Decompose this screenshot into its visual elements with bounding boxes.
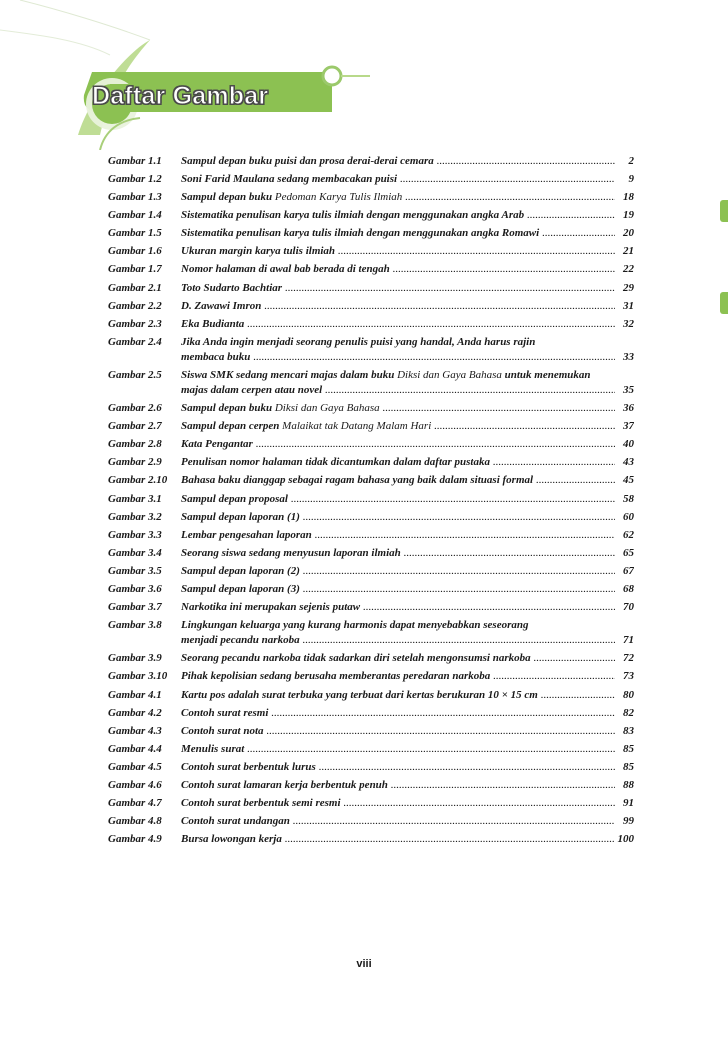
list-item — [108, 688, 634, 703]
page-number: viii — [356, 958, 372, 970]
figure-caption: Sistematika penulisan karya tulis ilmiah dengan menggunakan angka Arab — [181, 209, 525, 221]
leader-dots — [293, 814, 615, 829]
figure-label: Gambar 3.8 — [108, 619, 162, 631]
figure-label: Gambar 3.7 — [108, 601, 162, 613]
figure-caption: Contoh surat berbentuk semi resmi — [181, 797, 341, 809]
figure-caption: Lembar pengesahan laporan — [181, 529, 312, 541]
leader-dots — [405, 190, 615, 205]
figure-caption: Narkotika ini merupakan sejenis putaw — [181, 601, 361, 613]
figure-label: Gambar 3.9 — [108, 652, 162, 664]
list-item — [108, 299, 634, 314]
list-item — [108, 317, 634, 332]
list-item — [108, 742, 634, 757]
figure-label: Gambar 4.2 — [108, 707, 162, 719]
page-ref: 45 — [623, 474, 634, 486]
leader-dots — [338, 244, 615, 259]
list-item — [108, 335, 634, 365]
figure-label: Gambar 2.7 — [108, 420, 162, 432]
figure-caption: Sampul depan laporan (3) — [181, 583, 300, 595]
figure-label: Gambar 4.7 — [108, 797, 162, 809]
leader-dots — [434, 419, 615, 434]
figure-label: Gambar 2.4 — [108, 336, 162, 348]
figure-caption: Bahasa baku dianggap sebagai ragam bahasa yang baik dalam situasi formal — [181, 474, 534, 486]
list-item — [108, 172, 634, 187]
figure-caption: Seorang siswa sedang menyusun laporan ilmiah — [181, 547, 401, 559]
list-item — [108, 419, 634, 434]
list-item — [108, 208, 634, 223]
figure-label: Gambar 4.4 — [108, 743, 162, 755]
figure-caption: Sampul depan buku puisi dan prosa derai-derai cemara — [181, 155, 434, 167]
leader-dots — [285, 832, 615, 847]
page-ref: 80 — [623, 689, 634, 701]
figure-label: Gambar 2.5 — [108, 369, 162, 381]
leader-dots — [541, 688, 615, 703]
figure-label: Gambar 1.1 — [108, 155, 162, 167]
list-item — [108, 796, 634, 811]
leader-dots — [303, 633, 615, 648]
list-item — [108, 651, 634, 666]
list-item — [108, 455, 634, 470]
figure-caption: Sampul depan laporan (2) — [181, 565, 300, 577]
leader-dots — [493, 455, 615, 470]
figure-label: Gambar 3.1 — [108, 493, 162, 505]
figure-label: Gambar 3.4 — [108, 547, 162, 559]
figure-label: Gambar 3.5 — [108, 565, 162, 577]
page-ref: 67 — [623, 565, 634, 577]
page-ref: 68 — [623, 583, 634, 595]
figure-label: Gambar 1.5 — [108, 227, 162, 239]
figure-caption: Sampul depan buku Diksi dan Gaya Bahasa — [181, 402, 380, 414]
leader-dots — [247, 742, 615, 757]
list-item — [108, 528, 634, 543]
leader-dots — [400, 172, 615, 187]
leader-dots — [536, 473, 615, 488]
page-ref: 18 — [623, 191, 634, 203]
figure-label: Gambar 2.8 — [108, 438, 162, 450]
page-ref: 43 — [623, 456, 634, 468]
figure-caption: Sampul depan buku Pedoman Karya Tulis Ilmiah — [181, 191, 403, 203]
figure-caption: Contoh surat undangan — [181, 815, 290, 827]
list-item — [108, 778, 634, 793]
figure-label: Gambar 3.3 — [108, 529, 162, 541]
figure-caption: Sampul depan proposal — [181, 493, 288, 505]
list-item — [108, 154, 634, 169]
page-ref: 88 — [623, 779, 634, 791]
list-item — [108, 492, 634, 507]
page-ref: 83 — [623, 725, 634, 737]
page-ref: 65 — [623, 547, 634, 559]
figure-label: Gambar 2.10 — [108, 474, 168, 486]
page-ref: 32 — [623, 318, 634, 330]
page-ref: 2 — [628, 155, 634, 167]
list-item — [108, 832, 634, 847]
page-ref: 35 — [623, 384, 634, 396]
list-item — [108, 510, 634, 525]
figure-caption: Eka Budianta — [181, 318, 245, 330]
list-item — [108, 190, 634, 205]
page-ref: 31 — [623, 300, 634, 312]
page-ref: 40 — [623, 438, 634, 450]
list-item — [108, 437, 634, 452]
leader-dots — [344, 796, 615, 811]
figure-label: Gambar 3.6 — [108, 583, 162, 595]
figure-label: Gambar 1.7 — [108, 263, 162, 275]
list-item — [108, 582, 634, 597]
leader-dots — [391, 778, 615, 793]
page-ref: 37 — [623, 420, 634, 432]
figure-caption: Lingkungan keluarga yang kurang harmonis dapat menyebabkan seseorang — [181, 619, 529, 631]
figure-label: Gambar 3.10 — [108, 670, 168, 682]
side-tab — [720, 292, 728, 314]
list-item — [108, 473, 634, 488]
leader-dots — [437, 154, 615, 169]
figure-caption-cont: menjadi pecandu narkoba — [181, 634, 300, 646]
leader-dots — [315, 528, 615, 543]
figure-caption-cont: membaca buku — [181, 351, 251, 363]
list-item — [108, 600, 634, 615]
leader-dots — [285, 281, 615, 296]
figure-caption: Contoh surat lamaran kerja berbentuk penuh — [181, 779, 388, 791]
list-item — [108, 368, 634, 398]
figure-caption: Sampul depan cerpen Malaikat tak Datang Malam Hari — [181, 420, 432, 432]
list-item — [108, 669, 634, 684]
page-ref: 29 — [623, 282, 634, 294]
leader-dots — [325, 383, 615, 398]
figure-label: Gambar 1.2 — [108, 173, 162, 185]
list-item — [108, 281, 634, 296]
figure-list — [108, 154, 634, 850]
figure-caption: Nomor halaman di awal bab berada di tengah — [181, 263, 390, 275]
page-ref: 100 — [617, 833, 634, 845]
list-item — [108, 564, 634, 579]
figure-caption: Contoh surat resmi — [181, 707, 269, 719]
list-item — [108, 401, 634, 416]
page-ref: 82 — [623, 707, 634, 719]
list-item — [108, 226, 634, 241]
page-ref: 70 — [623, 601, 634, 613]
figure-label: Gambar 1.3 — [108, 191, 162, 203]
figure-caption: Contoh surat berbentuk lurus — [181, 761, 316, 773]
page-ref: 60 — [623, 511, 634, 523]
list-item — [108, 262, 634, 277]
figure-caption: Kata Pengantar — [181, 438, 253, 450]
figure-label: Gambar 4.8 — [108, 815, 162, 827]
leader-dots — [527, 208, 615, 223]
leader-dots — [303, 510, 615, 525]
leader-dots — [542, 226, 615, 241]
figure-label: Gambar 4.9 — [108, 833, 162, 845]
page-ref: 9 — [628, 173, 634, 185]
figure-label: Gambar 1.4 — [108, 209, 162, 221]
leader-dots — [303, 582, 615, 597]
page-ref: 20 — [623, 227, 634, 239]
figure-caption: Pihak kepolisian sedang berusaha memberantas peredaran narkoba — [181, 670, 491, 682]
figure-label: Gambar 2.6 — [108, 402, 162, 414]
page-ref: 72 — [623, 652, 634, 664]
figure-caption: Soni Farid Maulana sedang membacakan puisi — [181, 173, 398, 185]
figure-caption: Jika Anda ingin menjadi seorang penulis puisi yang handal, Anda harus rajin — [181, 336, 536, 348]
leader-dots — [303, 564, 615, 579]
figure-label: Gambar 4.6 — [108, 779, 162, 791]
figure-caption: Menulis surat — [181, 743, 245, 755]
figure-label: Gambar 2.9 — [108, 456, 162, 468]
leader-dots — [383, 401, 615, 416]
figure-label: Gambar 4.5 — [108, 761, 162, 773]
page-ref: 21 — [623, 245, 634, 257]
page-ref: 99 — [623, 815, 634, 827]
figure-caption: Siswa SMK sedang mencari majas dalam buku Diksi dan Gaya Bahasa untuk menemukan — [181, 369, 591, 381]
leader-dots — [291, 492, 615, 507]
leader-dots — [264, 299, 615, 314]
page-ref: 33 — [623, 351, 634, 363]
figure-caption: Contoh surat nota — [181, 725, 264, 737]
page-ref: 91 — [623, 797, 634, 809]
figure-caption: Sampul depan laporan (1) — [181, 511, 300, 523]
page-ref: 73 — [623, 670, 634, 682]
figure-label: Gambar 2.2 — [108, 300, 162, 312]
list-item — [108, 814, 634, 829]
page-ref: 85 — [623, 761, 634, 773]
figure-label: Gambar 4.1 — [108, 689, 162, 701]
leader-dots — [267, 724, 615, 739]
side-tab — [720, 200, 728, 222]
page-ref: 22 — [623, 263, 634, 275]
figure-label: Gambar 3.2 — [108, 511, 162, 523]
figure-caption: Seorang pecandu narkoba tidak sadarkan diri setelah mengonsumsi narkoba — [181, 652, 531, 664]
figure-caption: Ukuran margin karya tulis ilmiah — [181, 245, 336, 257]
page-title: Daftar Gambar — [92, 82, 269, 110]
figure-caption: D. Zawawi Imron — [181, 300, 262, 312]
figure-label: Gambar 4.3 — [108, 725, 162, 737]
figure-caption: Bursa lowongan kerja — [181, 833, 282, 845]
page-ref: 85 — [623, 743, 634, 755]
page-ref: 71 — [623, 634, 634, 646]
leader-dots — [534, 651, 615, 666]
leader-dots — [319, 760, 615, 775]
figure-label: Gambar 2.3 — [108, 318, 162, 330]
page-ref: 19 — [623, 209, 634, 221]
list-item — [108, 724, 634, 739]
list-item — [108, 244, 634, 259]
leader-dots — [271, 706, 615, 721]
figure-caption: Kartu pos adalah surat terbuka yang terbuat dari kertas berukuran 10 × 15 cm — [181, 689, 538, 701]
page-ref: 58 — [623, 493, 634, 505]
list-item — [108, 706, 634, 721]
leader-dots — [404, 546, 615, 561]
leader-dots — [253, 350, 615, 365]
leader-dots — [493, 669, 615, 684]
figure-caption: Sistematika penulisan karya tulis ilmiah dengan menggunakan angka Romawi — [181, 227, 540, 239]
figure-caption: Penulisan nomor halaman tidak dicantumkan dalam daftar pustaka — [181, 456, 490, 468]
leader-dots — [363, 600, 615, 615]
page-ref: 36 — [623, 402, 634, 414]
list-item — [108, 618, 634, 648]
figure-label: Gambar 1.6 — [108, 245, 162, 257]
figure-caption: Toto Sudarto Bachtiar — [181, 282, 283, 294]
leader-dots — [247, 317, 615, 332]
figure-label: Gambar 2.1 — [108, 282, 162, 294]
figure-caption-cont: majas dalam cerpen atau novel — [181, 384, 323, 396]
page-ref: 62 — [623, 529, 634, 541]
list-item — [108, 760, 634, 775]
leader-dots — [393, 262, 615, 277]
list-item — [108, 546, 634, 561]
leader-dots — [256, 437, 615, 452]
